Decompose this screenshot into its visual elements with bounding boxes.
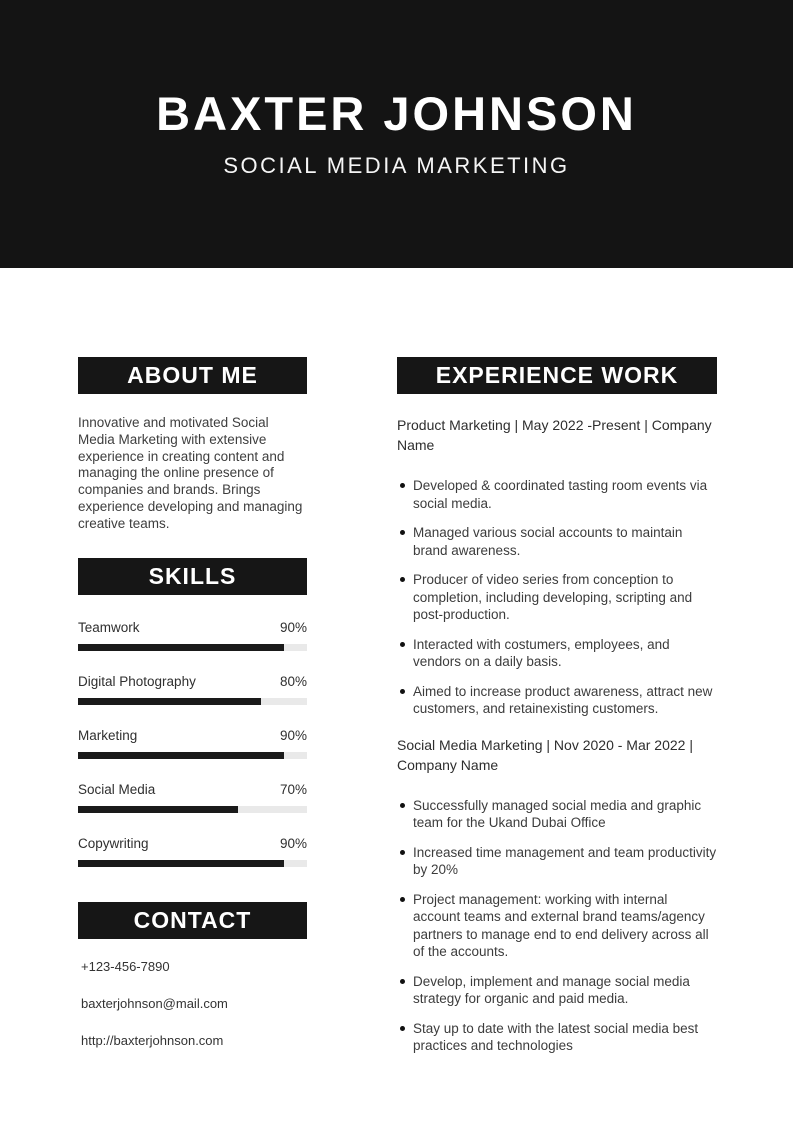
bullet-text: Successfully managed social media and graphic team for the Ukand Dubai Office <box>413 797 702 830</box>
skills-heading-bar: SKILLS <box>78 558 307 595</box>
skill-item <box>78 620 307 651</box>
skill-progress-fill <box>78 806 238 813</box>
bullet-text: Developed & coordinated tasting room events via social media. <box>413 478 708 511</box>
job-bullet <box>397 571 717 624</box>
bullet-dot-icon <box>400 642 405 647</box>
skill-progress-fill <box>78 860 284 867</box>
skill-label: Digital Photography <box>78 673 196 689</box>
bullet-dot-icon <box>400 979 405 984</box>
contact-list <box>78 960 307 1048</box>
job-bullet <box>397 683 717 718</box>
bullet-dot-icon <box>400 1026 405 1031</box>
contact-website: http://baxterjohnson.com <box>81 1032 224 1048</box>
skill-row <box>78 674 307 689</box>
skill-item <box>78 674 307 705</box>
skill-item <box>78 782 307 813</box>
skill-row <box>78 782 307 797</box>
contact-email: baxterjohnson@mail.com <box>81 995 228 1011</box>
bullet-text: Managed various social accounts to maintain brand awareness. <box>413 525 683 558</box>
skills-section <box>78 558 307 867</box>
bullet-dot-icon <box>400 689 405 694</box>
about-paragraph: Innovative and motivated Social Media Marketing with extensive experience in creating content and managing the online presence of companies and brands. Brings experience developing and managing creative teams. <box>78 415 303 531</box>
job-title: Social Media Marketing | Nov 2020 - Mar 2022 | Company Name <box>397 736 693 773</box>
skill-percent: 80% <box>279 673 307 689</box>
bullet-dot-icon <box>400 803 405 808</box>
skill-progress-fill <box>78 698 261 705</box>
job-bullet <box>397 636 717 671</box>
bullet-text: Project management: working with internal account teams and external brand teams/agency partners to manage end to end delivery across all of the accounts. <box>413 891 709 959</box>
bullet-text: Increased time management and team productivity by 20% <box>413 844 717 877</box>
skill-label: Marketing <box>78 727 138 743</box>
skill-progress-track <box>78 806 307 813</box>
skill-percent: 90% <box>279 835 307 851</box>
about-heading-bar: ABOUT ME <box>78 357 307 394</box>
contact-heading-bar: CONTACT <box>78 902 307 939</box>
skill-row <box>78 728 307 743</box>
right-column <box>397 357 717 1071</box>
left-column <box>78 357 307 1071</box>
skill-row <box>78 620 307 635</box>
job-entry <box>397 415 717 718</box>
skill-progress-track <box>78 644 307 651</box>
bullet-dot-icon <box>400 850 405 855</box>
job-bullet <box>397 973 717 1008</box>
job-bullet <box>397 844 717 879</box>
bullet-text: Stay up to date with the latest social media best practices and technologies <box>413 1020 699 1053</box>
job-bullet <box>397 1020 717 1055</box>
skill-percent: 90% <box>279 727 307 743</box>
skill-progress-track <box>78 698 307 705</box>
job-bullet-list <box>397 477 717 718</box>
bullet-dot-icon <box>400 530 405 535</box>
header-band <box>0 0 793 268</box>
bullet-text: Interacted with costumers, employees, and vendors on a daily basis. <box>413 636 670 669</box>
skill-progress-track <box>78 860 307 867</box>
skill-label: Copywriting <box>78 835 149 851</box>
person-role-subtitle: SOCIAL MEDIA MARKETING <box>223 153 570 179</box>
bullet-text: Producer of video series from conception to completion, including developing, scripting and post-production. <box>413 572 693 622</box>
skill-row <box>78 836 307 851</box>
skill-item <box>78 836 307 867</box>
job-bullet-list <box>397 797 717 1055</box>
contact-section <box>78 902 307 1048</box>
skill-percent: 70% <box>279 781 307 797</box>
bullet-text: Develop, implement and manage social media strategy for organic and paid media. <box>413 973 690 1006</box>
skill-progress-track <box>78 752 307 759</box>
skill-progress-fill <box>78 644 284 651</box>
job-bullet <box>397 524 717 559</box>
about-section <box>78 357 307 533</box>
bullet-text: Aimed to increase product awareness, attract new customers, and retainexisting customers. <box>413 683 713 716</box>
job-bullet <box>397 891 717 961</box>
contact-phone: +123-456-7890 <box>81 958 170 974</box>
job-bullet <box>397 477 717 512</box>
person-name: BAXTER JOHNSON <box>156 86 637 140</box>
bullet-dot-icon <box>400 483 405 488</box>
skill-item <box>78 728 307 759</box>
job-bullet <box>397 797 717 832</box>
skill-label: Teamwork <box>78 619 140 635</box>
skill-label: Social Media <box>78 781 156 797</box>
job-entry <box>397 735 717 1055</box>
bullet-dot-icon <box>400 577 405 582</box>
bullet-dot-icon <box>400 897 405 902</box>
skill-percent: 90% <box>279 619 307 635</box>
skill-progress-fill <box>78 752 284 759</box>
job-title: Product Marketing | May 2022 -Present | Company Name <box>397 417 712 453</box>
experience-heading-bar: EXPERIENCE WORK <box>397 357 717 394</box>
main-content <box>0 268 793 1071</box>
